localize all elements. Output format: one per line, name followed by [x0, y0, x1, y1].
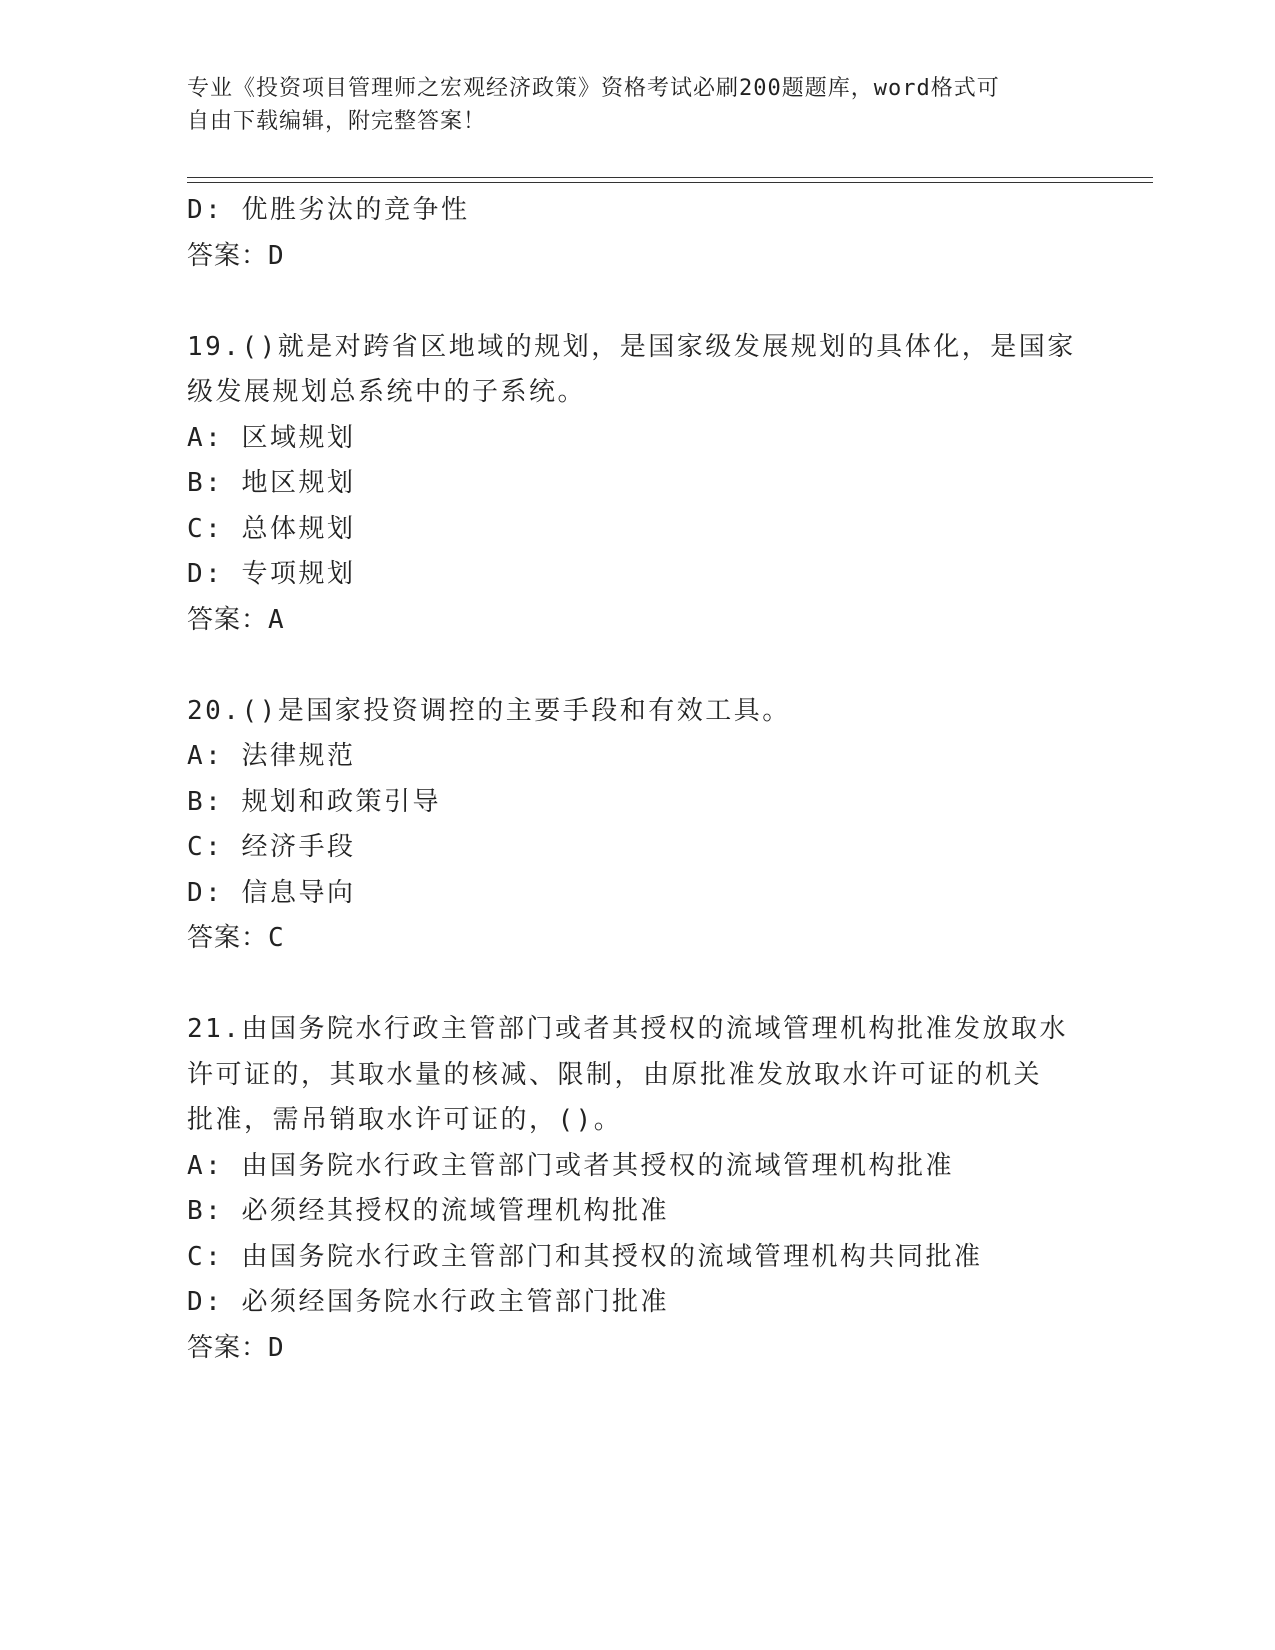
stem-line: 21.由国务院水行政主管部门或者其授权的流域管理机构批准发放取水 [187, 1014, 1068, 1044]
question-stem [187, 689, 1087, 735]
header-divider-bottom [187, 182, 1153, 183]
answer-line: 答案：A [187, 604, 285, 635]
option-b: B: 规划和政策引导 [187, 786, 441, 817]
question-21 [187, 1007, 1087, 1371]
option-c: C: 经济手段 [187, 832, 356, 862]
question-stem [187, 325, 1087, 416]
option-a: A: 区域规划 [187, 422, 356, 453]
option-a: A: 法律规范 [187, 741, 356, 771]
answer-line: 答案：C [187, 923, 285, 953]
header-divider-top [187, 177, 1153, 178]
option-a: A: 由国务院水行政主管部门或者其授权的流域管理机构批准 [187, 1150, 954, 1181]
option-c: C: 由国务院水行政主管部门和其授权的流域管理机构共同批准 [187, 1241, 983, 1272]
answer-line: 答案：D [187, 240, 285, 271]
question-20 [187, 689, 1087, 962]
option-d: D: 优胜劣汰的竞争性 [187, 195, 470, 225]
spacer [187, 279, 1087, 325]
question-list [187, 188, 1087, 1371]
option-b: B: 地区规划 [187, 468, 356, 498]
spacer [187, 643, 1087, 689]
option-d: D: 必须经国务院水行政主管部门批准 [187, 1287, 669, 1317]
option-c: C: 总体规划 [187, 513, 356, 544]
stem-line: 19.()就是对跨省区地域的规划，是国家级发展规划的具体化，是国家 [187, 331, 1076, 362]
stem-line: 许可证的，其取水量的核减、限制，由原批准发放取水许可证的机关 [187, 1059, 1043, 1090]
document-header [187, 72, 1067, 138]
header-line-2: 自由下载编辑，附完整答案！ [187, 109, 487, 134]
option-d: D: 专项规划 [187, 559, 356, 589]
question-stem [187, 1007, 1087, 1144]
stem-line: 级发展规划总系统中的子系统。 [187, 377, 587, 407]
spacer [187, 962, 1087, 1008]
answer-line: 答案：D [187, 1332, 285, 1363]
stem-line: 批准，需吊销取水许可证的，()。 [187, 1105, 623, 1135]
question-19 [187, 325, 1087, 644]
option-d: D: 信息导向 [187, 877, 356, 908]
stem-line: 20.()是国家投资调控的主要手段和有效工具。 [187, 695, 791, 726]
previous-question-tail [187, 188, 1087, 279]
header-line-1: 专业《投资项目管理师之宏观经济政策》资格考试必刷200题题库，word格式可 [187, 76, 1000, 101]
option-b: B: 必须经其授权的流域管理机构批准 [187, 1196, 669, 1226]
